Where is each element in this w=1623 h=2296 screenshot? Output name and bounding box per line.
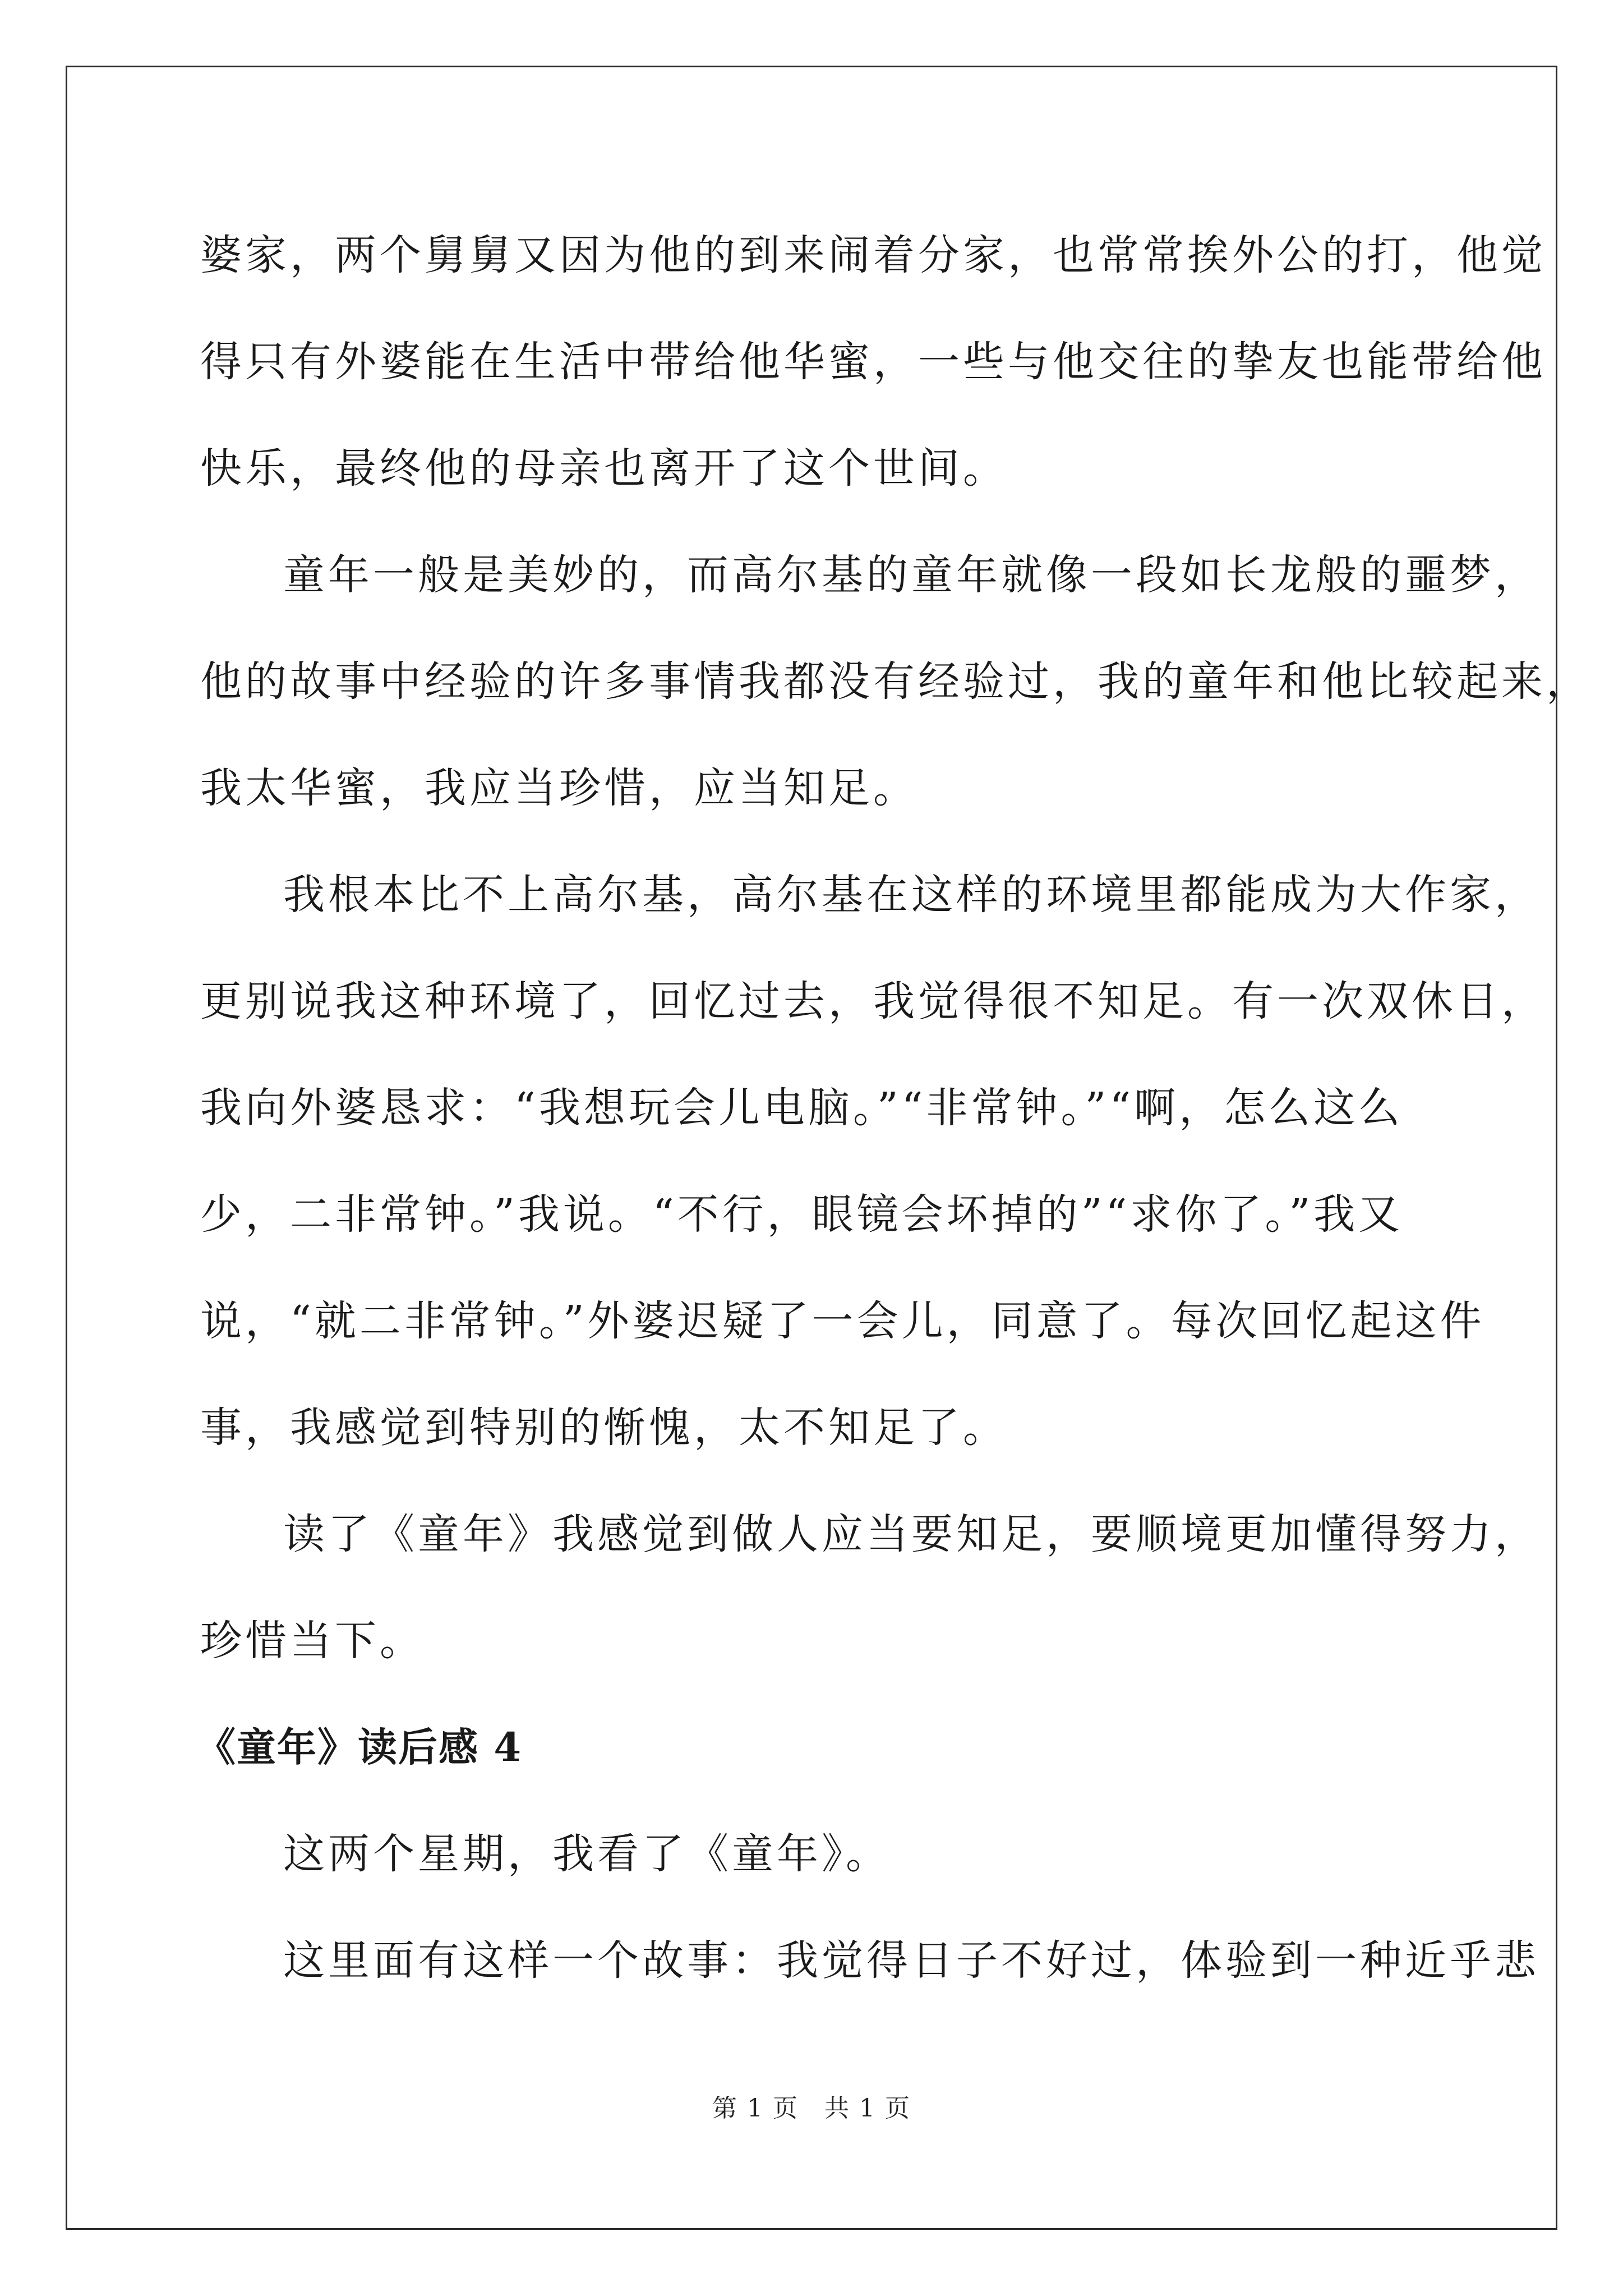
- page-number-footer: 第 1 页 共 1 页: [712, 2094, 911, 2123]
- document-body: [196, 202, 1591, 2014]
- text-line: 他的故事中经验的许多事情我都没有经验过，我的童年和他比较起来，: [200, 657, 1591, 706]
- text-line: 少，二非常钟。”我说。“不行，眼镜会坏掉的”“求你了。”我又: [200, 1190, 1404, 1239]
- text-line: 这两个星期，我看了《童年》。: [283, 1830, 891, 1878]
- text-line: 我向外婆恳求：“我想玩会儿电脑。”“非常钟。”“啊，怎么这么: [200, 1084, 1404, 1132]
- text-line: 这里面有这样一个故事：我觉得日子不好过，体验到一种近乎悲: [283, 1936, 1539, 1985]
- text-line: 读了《童年》我感觉到做人应当要知足，要顺境更加懂得努力，: [283, 1510, 1539, 1558]
- text-line: 童年一般是美妙的，而高尔基的童年就像一段如长龙般的噩梦，: [283, 551, 1539, 599]
- text-line: 我太华蜜，我应当珍惜，应当知足。: [200, 764, 918, 812]
- text-line: 说，“就二非常钟。”外婆迟疑了一会儿，同意了。每次回忆起这件: [200, 1297, 1485, 1345]
- section-heading: 《童年》读后感 4: [196, 1724, 523, 1770]
- text-line: 更别说我这种环境了，回忆过去，我觉得很不知足。有一次双休日，: [200, 977, 1546, 1025]
- text-line: 珍惜当下。: [200, 1617, 425, 1665]
- text-line: 我根本比不上高尔基，高尔基在这样的环境里都能成为大作家，: [283, 871, 1539, 919]
- text-line: 快乐，最终他的母亲也离开了这个世间。: [200, 444, 1008, 493]
- text-line: 婆家，两个舅舅又因为他的到来闹着分家，也常常挨外公的打，他觉: [200, 231, 1546, 279]
- text-line: 得只有外婆能在生活中带给他华蜜，一些与他交往的挚友也能带给他: [200, 338, 1546, 386]
- text-line: 事，我感觉到特别的惭愧，太不知足了。: [200, 1404, 1008, 1452]
